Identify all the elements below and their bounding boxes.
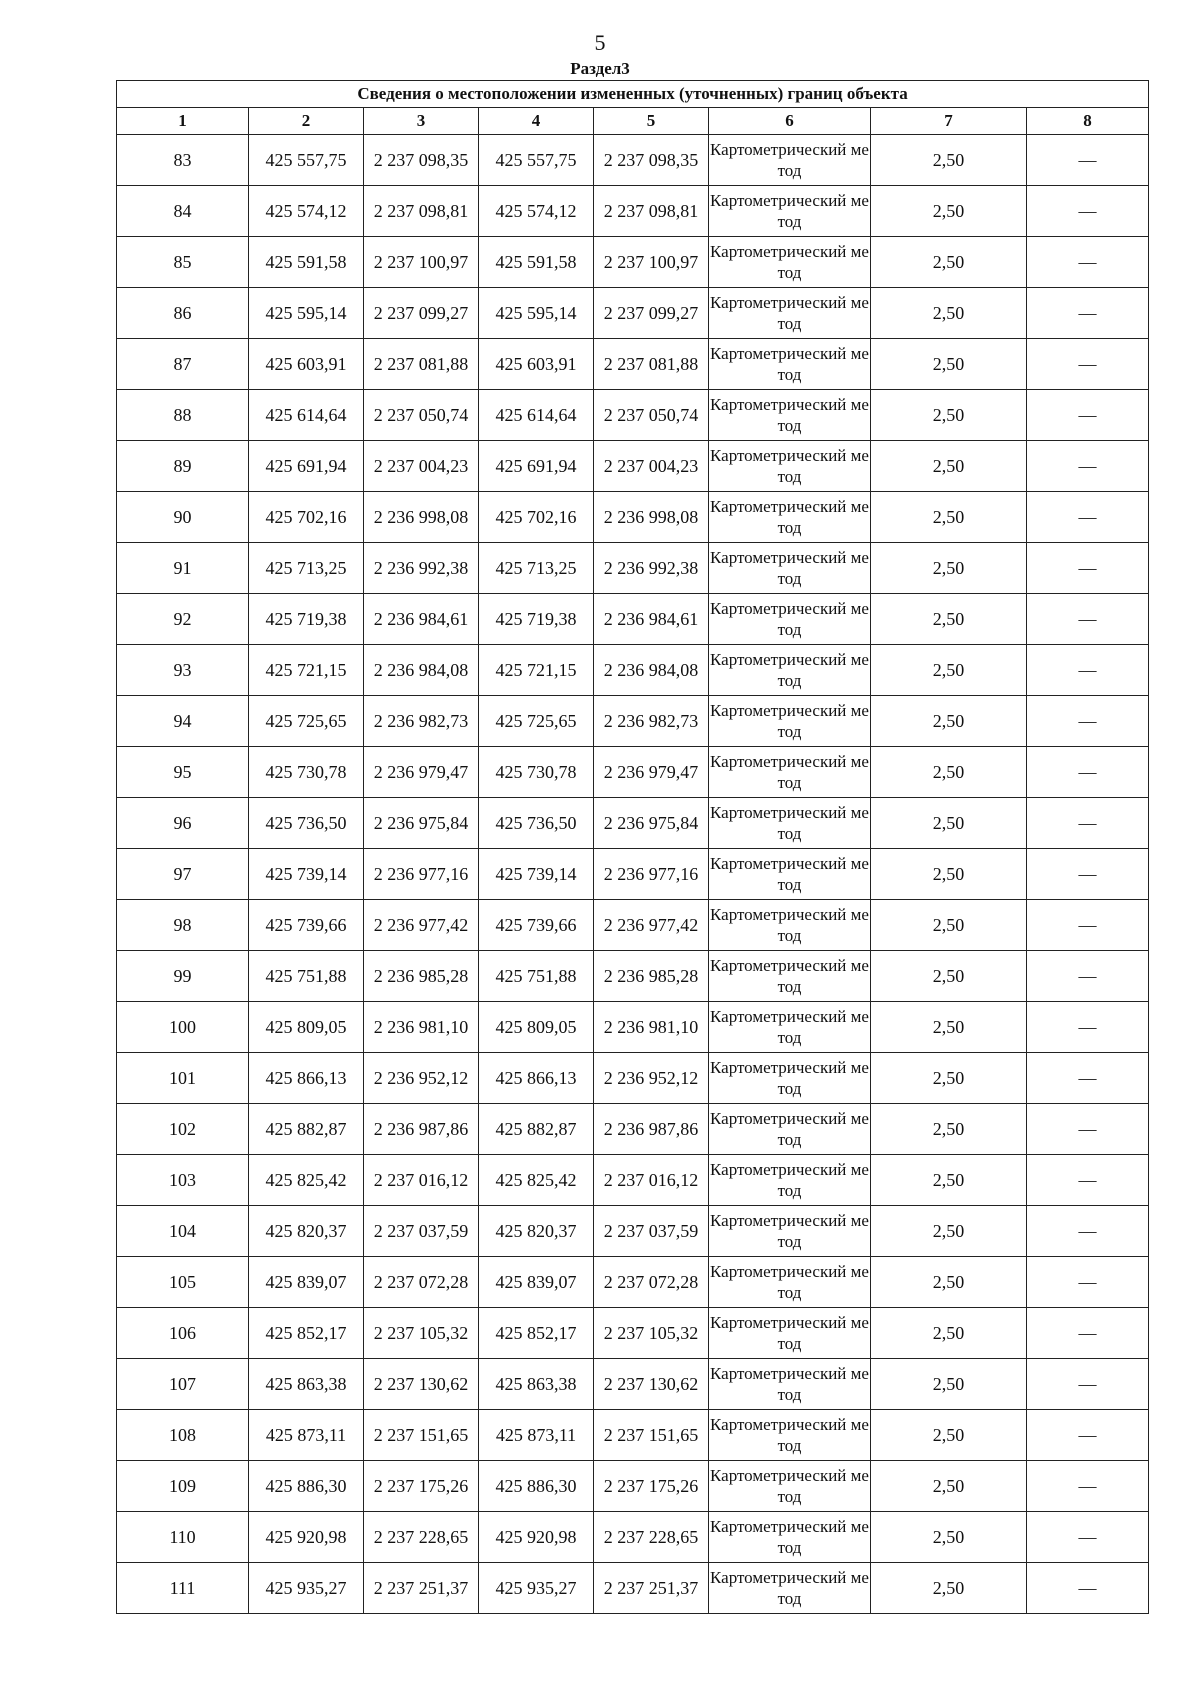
y-new-cell: 2 237 100,97 [594, 237, 709, 288]
method-cell: Картометрический метод [709, 492, 871, 543]
y-new-cell: 2 237 081,88 [594, 339, 709, 390]
method-cell: Картометрический метод [709, 696, 871, 747]
table-row [117, 1308, 1149, 1359]
accuracy-cell: 2,50 [871, 186, 1027, 237]
y-new-cell: 2 237 105,32 [594, 1308, 709, 1359]
y-new-cell: 2 237 072,28 [594, 1257, 709, 1308]
column-header: 8 [1027, 108, 1149, 135]
page-number: 5 [594, 30, 606, 55]
y-new-cell: 2 236 992,38 [594, 543, 709, 594]
x-new-cell: 425 882,87 [479, 1104, 594, 1155]
y-existing-cell: 2 236 987,86 [364, 1104, 479, 1155]
accuracy-cell: 2,50 [871, 798, 1027, 849]
accuracy-cell: 2,50 [871, 1002, 1027, 1053]
x-existing-cell: 425 839,07 [249, 1257, 364, 1308]
table-row [117, 849, 1149, 900]
accuracy-cell: 2,50 [871, 441, 1027, 492]
y-existing-cell: 2 237 098,81 [364, 186, 479, 237]
point-number-cell: 95 [117, 747, 249, 798]
method-cell: Картометрический метод [709, 441, 871, 492]
y-existing-cell: 2 236 984,61 [364, 594, 479, 645]
method-cell: Картометрический метод [709, 339, 871, 390]
y-new-cell: 2 237 151,65 [594, 1410, 709, 1461]
x-new-cell: 425 852,17 [479, 1308, 594, 1359]
point-number-cell: 105 [117, 1257, 249, 1308]
note-cell: — [1027, 594, 1149, 645]
column-header: 7 [871, 108, 1027, 135]
table-row [117, 1359, 1149, 1410]
table-row [117, 288, 1149, 339]
x-existing-cell: 425 751,88 [249, 951, 364, 1002]
method-cell: Картометрический метод [709, 1308, 871, 1359]
accuracy-cell: 2,50 [871, 1461, 1027, 1512]
point-number-cell: 93 [117, 645, 249, 696]
x-existing-cell: 425 873,11 [249, 1410, 364, 1461]
x-existing-cell: 425 920,98 [249, 1512, 364, 1563]
method-cell: Картометрический метод [709, 1155, 871, 1206]
x-existing-cell: 425 557,75 [249, 135, 364, 186]
point-number-cell: 97 [117, 849, 249, 900]
x-new-cell: 425 730,78 [479, 747, 594, 798]
note-cell: — [1027, 645, 1149, 696]
x-existing-cell: 425 691,94 [249, 441, 364, 492]
note-cell: — [1027, 798, 1149, 849]
column-header: 6 [709, 108, 871, 135]
table-row [117, 492, 1149, 543]
method-cell: Картометрический метод [709, 645, 871, 696]
accuracy-cell: 2,50 [871, 900, 1027, 951]
method-cell: Картометрический метод [709, 1104, 871, 1155]
point-number-cell: 108 [117, 1410, 249, 1461]
y-existing-cell: 2 237 037,59 [364, 1206, 479, 1257]
y-new-cell: 2 236 979,47 [594, 747, 709, 798]
table-row [117, 441, 1149, 492]
x-new-cell: 425 721,15 [479, 645, 594, 696]
point-number-cell: 89 [117, 441, 249, 492]
y-new-cell: 2 237 228,65 [594, 1512, 709, 1563]
section-title: Раздел3 [570, 59, 630, 78]
note-cell: — [1027, 1461, 1149, 1512]
note-cell: — [1027, 186, 1149, 237]
x-existing-cell: 425 713,25 [249, 543, 364, 594]
point-number-cell: 104 [117, 1206, 249, 1257]
note-cell: — [1027, 1104, 1149, 1155]
accuracy-cell: 2,50 [871, 543, 1027, 594]
y-existing-cell: 2 237 105,32 [364, 1308, 479, 1359]
accuracy-cell: 2,50 [871, 1359, 1027, 1410]
x-new-cell: 425 614,64 [479, 390, 594, 441]
y-new-cell: 2 236 975,84 [594, 798, 709, 849]
method-cell: Картометрический метод [709, 1359, 871, 1410]
note-cell: — [1027, 1053, 1149, 1104]
x-new-cell: 425 739,14 [479, 849, 594, 900]
note-cell: — [1027, 849, 1149, 900]
point-number-cell: 109 [117, 1461, 249, 1512]
x-existing-cell: 425 852,17 [249, 1308, 364, 1359]
x-new-cell: 425 557,75 [479, 135, 594, 186]
y-existing-cell: 2 237 251,37 [364, 1563, 479, 1614]
note-cell: — [1027, 1359, 1149, 1410]
accuracy-cell: 2,50 [871, 1563, 1027, 1614]
point-number-cell: 110 [117, 1512, 249, 1563]
table-row [117, 1410, 1149, 1461]
accuracy-cell: 2,50 [871, 1155, 1027, 1206]
x-existing-cell: 425 721,15 [249, 645, 364, 696]
table-row [117, 1053, 1149, 1104]
x-existing-cell: 425 591,58 [249, 237, 364, 288]
table-row [117, 1563, 1149, 1614]
x-existing-cell: 425 809,05 [249, 1002, 364, 1053]
x-new-cell: 425 935,27 [479, 1563, 594, 1614]
y-existing-cell: 2 236 982,73 [364, 696, 479, 747]
x-existing-cell: 425 882,87 [249, 1104, 364, 1155]
accuracy-cell: 2,50 [871, 339, 1027, 390]
point-number-cell: 99 [117, 951, 249, 1002]
table-row [117, 747, 1149, 798]
accuracy-cell: 2,50 [871, 1104, 1027, 1155]
point-number-cell: 107 [117, 1359, 249, 1410]
y-existing-cell: 2 237 175,26 [364, 1461, 479, 1512]
table-row [117, 951, 1149, 1002]
x-new-cell: 425 725,65 [479, 696, 594, 747]
y-existing-cell: 2 236 952,12 [364, 1053, 479, 1104]
method-cell: Картометрический метод [709, 135, 871, 186]
y-existing-cell: 2 237 004,23 [364, 441, 479, 492]
y-new-cell: 2 237 130,62 [594, 1359, 709, 1410]
accuracy-cell: 2,50 [871, 747, 1027, 798]
method-cell: Картометрический метод [709, 951, 871, 1002]
y-existing-cell: 2 237 081,88 [364, 339, 479, 390]
table-row [117, 1257, 1149, 1308]
y-new-cell: 2 237 098,81 [594, 186, 709, 237]
y-new-cell: 2 236 952,12 [594, 1053, 709, 1104]
note-cell: — [1027, 696, 1149, 747]
note-cell: — [1027, 1206, 1149, 1257]
method-cell: Картометрический метод [709, 1053, 871, 1104]
y-new-cell: 2 236 984,61 [594, 594, 709, 645]
x-existing-cell: 425 614,64 [249, 390, 364, 441]
method-cell: Картометрический метод [709, 288, 871, 339]
table-row [117, 798, 1149, 849]
x-existing-cell: 425 595,14 [249, 288, 364, 339]
point-number-cell: 100 [117, 1002, 249, 1053]
y-existing-cell: 2 236 984,08 [364, 645, 479, 696]
x-new-cell: 425 574,12 [479, 186, 594, 237]
table-row [117, 135, 1149, 186]
accuracy-cell: 2,50 [871, 951, 1027, 1002]
point-number-cell: 86 [117, 288, 249, 339]
point-number-cell: 92 [117, 594, 249, 645]
point-number-cell: 101 [117, 1053, 249, 1104]
method-cell: Картометрический метод [709, 186, 871, 237]
table-row [117, 594, 1149, 645]
point-number-cell: 106 [117, 1308, 249, 1359]
coordinates-table [116, 80, 1149, 1614]
x-new-cell: 425 702,16 [479, 492, 594, 543]
table-caption-row [117, 81, 1149, 108]
x-new-cell: 425 713,25 [479, 543, 594, 594]
x-new-cell: 425 591,58 [479, 237, 594, 288]
y-new-cell: 2 236 985,28 [594, 951, 709, 1002]
x-existing-cell: 425 886,30 [249, 1461, 364, 1512]
x-existing-cell: 425 702,16 [249, 492, 364, 543]
x-new-cell: 425 719,38 [479, 594, 594, 645]
x-existing-cell: 425 736,50 [249, 798, 364, 849]
x-new-cell: 425 839,07 [479, 1257, 594, 1308]
y-new-cell: 2 237 050,74 [594, 390, 709, 441]
method-cell: Картометрический метод [709, 1410, 871, 1461]
y-existing-cell: 2 237 050,74 [364, 390, 479, 441]
table-row [117, 186, 1149, 237]
method-cell: Картометрический метод [709, 390, 871, 441]
x-new-cell: 425 920,98 [479, 1512, 594, 1563]
method-cell: Картометрический метод [709, 747, 871, 798]
point-number-cell: 111 [117, 1563, 249, 1614]
note-cell: — [1027, 747, 1149, 798]
accuracy-cell: 2,50 [871, 849, 1027, 900]
method-cell: Картометрический метод [709, 798, 871, 849]
x-existing-cell: 425 574,12 [249, 186, 364, 237]
note-cell: — [1027, 441, 1149, 492]
method-cell: Картометрический метод [709, 1461, 871, 1512]
y-existing-cell: 2 237 100,97 [364, 237, 479, 288]
table-row [117, 1461, 1149, 1512]
table-row [117, 1512, 1149, 1563]
point-number-cell: 96 [117, 798, 249, 849]
x-new-cell: 425 739,66 [479, 900, 594, 951]
note-cell: — [1027, 900, 1149, 951]
table-row [117, 1002, 1149, 1053]
x-existing-cell: 425 866,13 [249, 1053, 364, 1104]
y-new-cell: 2 237 099,27 [594, 288, 709, 339]
column-header: 4 [479, 108, 594, 135]
x-new-cell: 425 825,42 [479, 1155, 594, 1206]
table-body [117, 135, 1149, 1614]
accuracy-cell: 2,50 [871, 492, 1027, 543]
y-existing-cell: 2 236 975,84 [364, 798, 479, 849]
note-cell: — [1027, 1512, 1149, 1563]
x-new-cell: 425 603,91 [479, 339, 594, 390]
x-existing-cell: 425 719,38 [249, 594, 364, 645]
y-existing-cell: 2 237 228,65 [364, 1512, 479, 1563]
table-row [117, 543, 1149, 594]
y-new-cell: 2 237 175,26 [594, 1461, 709, 1512]
note-cell: — [1027, 1002, 1149, 1053]
accuracy-cell: 2,50 [871, 1512, 1027, 1563]
y-new-cell: 2 236 984,08 [594, 645, 709, 696]
table-row [117, 237, 1149, 288]
method-cell: Картометрический метод [709, 543, 871, 594]
column-header: 2 [249, 108, 364, 135]
column-header: 5 [594, 108, 709, 135]
method-cell: Картометрический метод [709, 1563, 871, 1614]
y-new-cell: 2 237 037,59 [594, 1206, 709, 1257]
table-row [117, 390, 1149, 441]
y-existing-cell: 2 237 016,12 [364, 1155, 479, 1206]
accuracy-cell: 2,50 [871, 1308, 1027, 1359]
accuracy-cell: 2,50 [871, 288, 1027, 339]
method-cell: Картометрический метод [709, 1002, 871, 1053]
x-existing-cell: 425 825,42 [249, 1155, 364, 1206]
y-new-cell: 2 236 981,10 [594, 1002, 709, 1053]
column-header: 3 [364, 108, 479, 135]
point-number-cell: 94 [117, 696, 249, 747]
method-cell: Картометрический метод [709, 594, 871, 645]
accuracy-cell: 2,50 [871, 1410, 1027, 1461]
y-existing-cell: 2 237 130,62 [364, 1359, 479, 1410]
y-existing-cell: 2 236 981,10 [364, 1002, 479, 1053]
accuracy-cell: 2,50 [871, 237, 1027, 288]
note-cell: — [1027, 339, 1149, 390]
note-cell: — [1027, 492, 1149, 543]
x-existing-cell: 425 935,27 [249, 1563, 364, 1614]
note-cell: — [1027, 1563, 1149, 1614]
x-new-cell: 425 751,88 [479, 951, 594, 1002]
column-header: 1 [117, 108, 249, 135]
x-new-cell: 425 736,50 [479, 798, 594, 849]
y-new-cell: 2 237 098,35 [594, 135, 709, 186]
note-cell: — [1027, 390, 1149, 441]
point-number-cell: 84 [117, 186, 249, 237]
point-number-cell: 102 [117, 1104, 249, 1155]
y-existing-cell: 2 236 977,42 [364, 900, 479, 951]
x-new-cell: 425 820,37 [479, 1206, 594, 1257]
point-number-cell: 87 [117, 339, 249, 390]
y-new-cell: 2 236 982,73 [594, 696, 709, 747]
note-cell: — [1027, 1155, 1149, 1206]
method-cell: Картометрический метод [709, 1206, 871, 1257]
method-cell: Картометрический метод [709, 1257, 871, 1308]
method-cell: Картометрический метод [709, 900, 871, 951]
y-new-cell: 2 237 251,37 [594, 1563, 709, 1614]
y-new-cell: 2 236 998,08 [594, 492, 709, 543]
accuracy-cell: 2,50 [871, 1053, 1027, 1104]
y-new-cell: 2 236 977,42 [594, 900, 709, 951]
point-number-cell: 85 [117, 237, 249, 288]
y-new-cell: 2 237 004,23 [594, 441, 709, 492]
note-cell: — [1027, 951, 1149, 1002]
y-new-cell: 2 236 987,86 [594, 1104, 709, 1155]
note-cell: — [1027, 135, 1149, 186]
accuracy-cell: 2,50 [871, 696, 1027, 747]
point-number-cell: 103 [117, 1155, 249, 1206]
point-number-cell: 90 [117, 492, 249, 543]
point-number-cell: 98 [117, 900, 249, 951]
y-new-cell: 2 236 977,16 [594, 849, 709, 900]
y-existing-cell: 2 236 992,38 [364, 543, 479, 594]
y-existing-cell: 2 236 985,28 [364, 951, 479, 1002]
table-row [117, 696, 1149, 747]
x-existing-cell: 425 739,14 [249, 849, 364, 900]
x-existing-cell: 425 725,65 [249, 696, 364, 747]
accuracy-cell: 2,50 [871, 645, 1027, 696]
note-cell: — [1027, 237, 1149, 288]
x-existing-cell: 425 820,37 [249, 1206, 364, 1257]
y-existing-cell: 2 236 998,08 [364, 492, 479, 543]
table-row [117, 900, 1149, 951]
table-row [117, 339, 1149, 390]
x-existing-cell: 425 863,38 [249, 1359, 364, 1410]
note-cell: — [1027, 288, 1149, 339]
table-row [117, 1206, 1149, 1257]
note-cell: — [1027, 1410, 1149, 1461]
note-cell: — [1027, 1257, 1149, 1308]
x-existing-cell: 425 603,91 [249, 339, 364, 390]
x-new-cell: 425 886,30 [479, 1461, 594, 1512]
x-existing-cell: 425 730,78 [249, 747, 364, 798]
y-new-cell: 2 237 016,12 [594, 1155, 709, 1206]
column-header-row [117, 108, 1149, 135]
accuracy-cell: 2,50 [871, 135, 1027, 186]
y-existing-cell: 2 237 072,28 [364, 1257, 479, 1308]
x-new-cell: 425 595,14 [479, 288, 594, 339]
accuracy-cell: 2,50 [871, 1206, 1027, 1257]
method-cell: Картометрический метод [709, 1512, 871, 1563]
x-new-cell: 425 863,38 [479, 1359, 594, 1410]
table-row [117, 1104, 1149, 1155]
x-new-cell: 425 691,94 [479, 441, 594, 492]
accuracy-cell: 2,50 [871, 390, 1027, 441]
y-existing-cell: 2 236 979,47 [364, 747, 479, 798]
y-existing-cell: 2 237 151,65 [364, 1410, 479, 1461]
y-existing-cell: 2 237 099,27 [364, 288, 479, 339]
note-cell: — [1027, 1308, 1149, 1359]
x-new-cell: 425 866,13 [479, 1053, 594, 1104]
y-existing-cell: 2 237 098,35 [364, 135, 479, 186]
note-cell: — [1027, 543, 1149, 594]
accuracy-cell: 2,50 [871, 1257, 1027, 1308]
point-number-cell: 88 [117, 390, 249, 441]
x-new-cell: 425 809,05 [479, 1002, 594, 1053]
method-cell: Картометрический метод [709, 849, 871, 900]
x-existing-cell: 425 739,66 [249, 900, 364, 951]
table-row [117, 1155, 1149, 1206]
accuracy-cell: 2,50 [871, 594, 1027, 645]
method-cell: Картометрический метод [709, 237, 871, 288]
x-new-cell: 425 873,11 [479, 1410, 594, 1461]
y-existing-cell: 2 236 977,16 [364, 849, 479, 900]
table-title: Сведения о местоположении измененных (уточненных) границ объекта [117, 81, 1149, 108]
point-number-cell: 83 [117, 135, 249, 186]
point-number-cell: 91 [117, 543, 249, 594]
table-row [117, 645, 1149, 696]
